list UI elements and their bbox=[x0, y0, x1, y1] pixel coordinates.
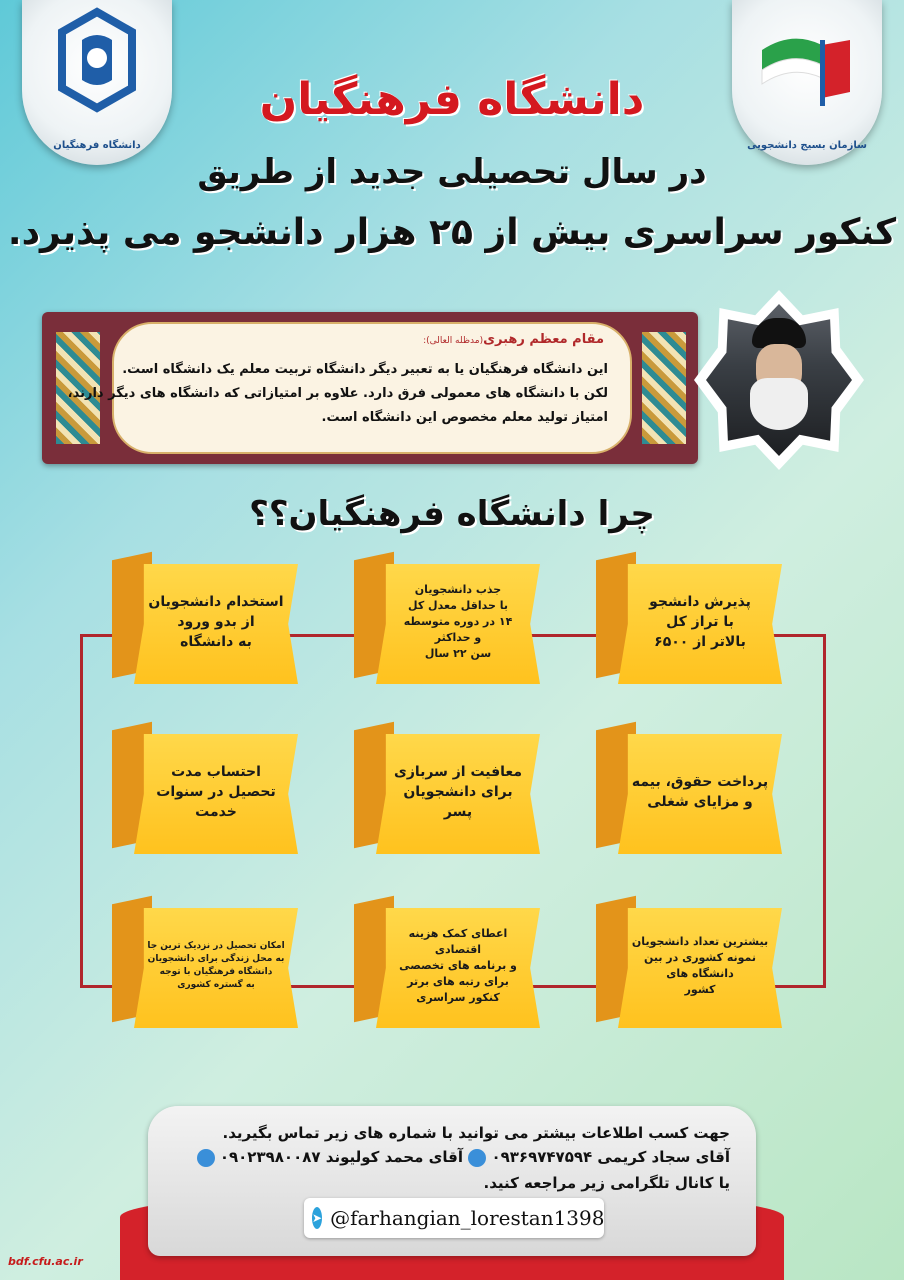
headline-announcement: کنکور سراسری بیش از ۲۵ هزار دانشجو می پذیرد. bbox=[7, 212, 897, 253]
benefit-card bbox=[112, 726, 308, 854]
leader-portrait bbox=[694, 290, 864, 470]
benefit-card-text: معافیت از سربازی برای دانشجویان پسر bbox=[393, 763, 523, 821]
quote-line-2: لکن با دانشگاه های معمولی فرق دارد. علاوه بر امتیازاتی که دانشگاه های دیگر دارند، bbox=[67, 386, 608, 401]
ornament-right-icon bbox=[642, 332, 686, 444]
benefit-card-text: پرداخت حقوق، بیمه و مزایای شغلی bbox=[631, 773, 769, 810]
quote-panel bbox=[67, 322, 632, 454]
benefit-card-text: اعطای کمک هزینه اقتصادی و برنامه های تخصصی برای رتبه های برتر کنکور سراسری bbox=[399, 927, 517, 1004]
benefit-card bbox=[354, 726, 550, 854]
benefit-card-text: جذب دانشجویان با حداقل معدل کل ۱۴ در دوره متوسطه و حداکثر سن ۲۲ سال bbox=[403, 583, 513, 660]
contact-person-1[interactable]: آقای سجاد کریمی ۰۹۳۶۹۷۴۷۵۹۴ bbox=[491, 1148, 730, 1166]
portrait-photo bbox=[706, 304, 852, 456]
benefit-card bbox=[596, 726, 792, 854]
benefit-card-text: احتساب مدت تحصیل در سنوات خدمت bbox=[156, 763, 276, 821]
university-logo-caption: دانشگاه فرهنگیان bbox=[53, 140, 141, 151]
phone-icon bbox=[468, 1149, 486, 1167]
benefit-card-text: امکان تحصیل در نزدیک ترین جا به محل زندگی برای دانشجویان دانشگاه فرهنگیان با توجه به گستره کشوری bbox=[147, 940, 285, 991]
benefit-card bbox=[354, 900, 550, 1028]
contact-person-2[interactable]: آقای محمد کولیوند ۰۹۰۲۳۹۸۰۰۸۷ bbox=[219, 1148, 463, 1166]
benefit-card-text: پذیرش دانشجو با تراز کل بالاتر از ۶۵۰۰ bbox=[649, 593, 751, 651]
basij-logo-caption: سازمان بسیج دانشجویی bbox=[747, 140, 867, 151]
contact-phones bbox=[197, 1148, 730, 1167]
phone-icon bbox=[197, 1149, 215, 1167]
telegram-icon: ➤ bbox=[312, 1207, 322, 1229]
footer-url[interactable]: bdf.cfu.ac.ir bbox=[8, 1255, 83, 1268]
benefit-card bbox=[354, 556, 550, 684]
benefit-card bbox=[596, 556, 792, 684]
benefit-card bbox=[112, 556, 308, 684]
why-heading: چرا دانشگاه فرهنگیان؟؟ bbox=[249, 494, 655, 534]
benefit-card bbox=[112, 900, 308, 1028]
benefit-card bbox=[596, 900, 792, 1028]
leader-quote-box bbox=[42, 312, 698, 464]
benefit-card-text: بیشترین تعداد دانشجویان نمونه کشوری در بین دانشگاه های کشور bbox=[631, 935, 769, 996]
quote-speaker-name: مقام معظم رهبری bbox=[483, 332, 604, 347]
quote-line-3: امتیاز تولید معلم مخصوص این دانشگاه است. bbox=[321, 410, 608, 425]
benefit-card-text: استخدام دانشجویان از بدو ورود به دانشگاه bbox=[148, 593, 284, 651]
contact-telegram-text: یا کانال تلگرامی زیر مراجعه کنید. bbox=[483, 1174, 730, 1192]
telegram-handle[interactable]: @farhangian_lorestan1398 bbox=[330, 1206, 605, 1230]
telegram-handle-box[interactable] bbox=[304, 1198, 604, 1238]
headline-title: دانشگاه فرهنگیان bbox=[259, 74, 645, 125]
contact-intro: جهت کسب اطلاعات بیشتر می توانید با شماره های زیر تماس بگیرید. bbox=[222, 1124, 730, 1142]
quote-speaker bbox=[423, 332, 604, 347]
quote-honorific: (مدظله العالی): bbox=[423, 336, 484, 346]
quote-line-1: این دانشگاه فرهنگیان یا به تعبیر دیگر دانشگاه تربیت معلم یک دانشگاه است. bbox=[122, 362, 608, 377]
headline-subtitle: در سال تحصیلی جدید از طریق bbox=[197, 152, 707, 192]
